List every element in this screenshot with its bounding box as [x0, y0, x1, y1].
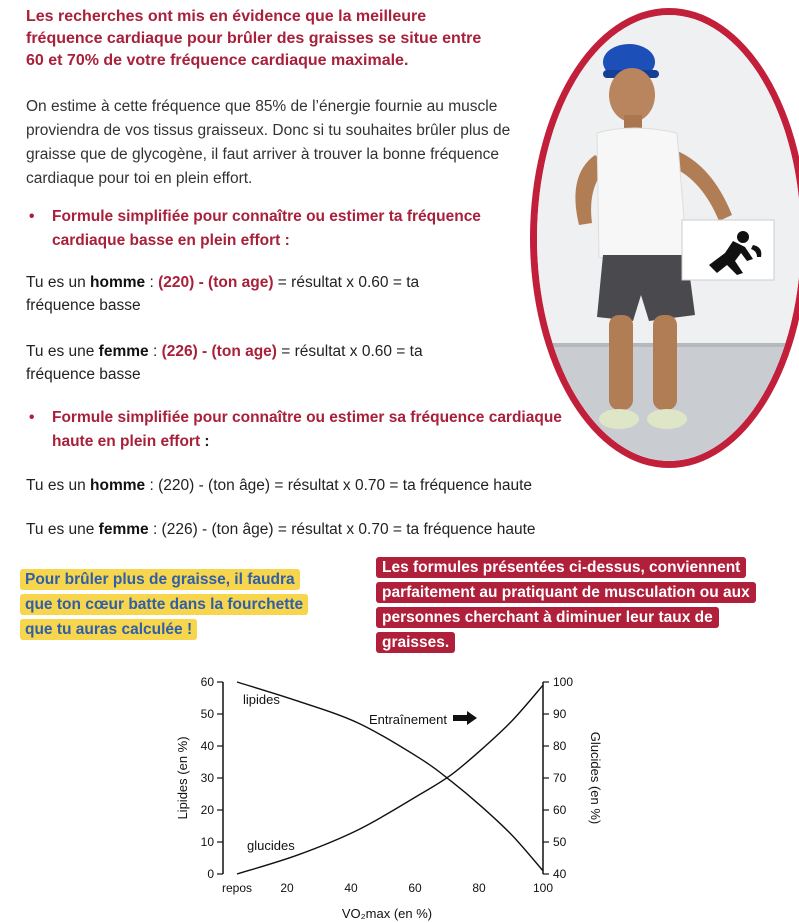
- low-male-suffix: = résultat x 0.60 = ta fréquence basse: [26, 274, 420, 314]
- bullet-low-frequency: [29, 205, 489, 253]
- chart-tick-label-x: 40: [344, 881, 358, 895]
- high-female-prefix: Tu es une: [26, 521, 99, 538]
- bullet-dot-icon: •: [29, 208, 35, 225]
- chart-annotation-text: Entraînement: [368, 712, 447, 727]
- low-formula-female: [26, 340, 456, 386]
- coach-photo: [530, 8, 799, 468]
- chart-tick-label-right: 70: [553, 771, 567, 785]
- chart-tick-label-right: 60: [553, 803, 567, 817]
- low-female-prefix: Tu es une: [26, 343, 99, 360]
- chart-tick-label-left: 50: [200, 707, 214, 721]
- chart-series-label-glucides: glucides: [247, 838, 295, 853]
- high-formula-female: [26, 518, 646, 541]
- low-formula-male: [26, 271, 456, 317]
- chart-tick-label-x: repos: [221, 881, 253, 895]
- intro-paragraph: On estime à cette fréquence que 85% de l’énergie fournie au muscle proviendra de vos tissus graisseux. Donc si tu souhaites brûler plus de graisse que de glycogène, il faut arriver à trouver la bonne fréquence cardiaque pour toi en plein effort.: [26, 98, 511, 187]
- chart-tick-label-left: 40: [200, 739, 214, 753]
- low-male-sep: :: [145, 274, 159, 291]
- chart-tick-label-x: 80: [472, 881, 486, 895]
- chart-tick-label-left: 10: [200, 835, 214, 849]
- chart-tick-label-x: 100: [532, 881, 554, 895]
- bullet-high-frequency-text: Formule simplifiée pour connaître ou estimer sa fréquence cardiaque haute en plein effort: [52, 409, 562, 450]
- chart-tick-label-right: 100: [553, 675, 574, 689]
- callout-red-text: Les formules présentées ci-dessus, conviennent parfaitement au pratiquant de musculation ou aux personnes cherchant à diminuer leur taux de graisses.: [376, 557, 756, 653]
- low-male-prefix: Tu es un: [26, 274, 91, 291]
- high-female-suffix: : (226) - (ton âge) = résultat x 0.70 = ta fréquence haute: [148, 521, 536, 538]
- chart-x-label: VO₂max (en %): [341, 906, 433, 921]
- bullet-high-colon: :: [200, 433, 210, 450]
- callout-red: [376, 555, 786, 655]
- coach-illustration: [537, 15, 799, 461]
- callout-yellow: [20, 567, 320, 642]
- chart-tick-label-left: 60: [200, 675, 214, 689]
- high-male-gender: homme: [90, 477, 146, 494]
- low-female-gender: femme: [98, 343, 149, 360]
- chart-tick-label-left: 0: [207, 867, 214, 881]
- chart-tick-label-x: 20: [280, 881, 294, 895]
- chart-tick-label-right: 90: [553, 707, 567, 721]
- bullet-low-frequency-text: Formule simplifiée pour connaître ou estimer ta fréquence cardiaque basse en plein effort :: [52, 208, 481, 249]
- intro-heading: Les recherches ont mis en évidence que la meilleure fréquence cardiaque pour brûler des graisses se situe entre 60 et 70% de votre fréquence cardiaque maximale.: [26, 8, 482, 69]
- high-male-suffix: : (220) - (ton âge) = résultat x 0.70 = ta fréquence haute: [145, 477, 533, 494]
- chart-series-label-lipides: lipides: [243, 692, 280, 707]
- low-female-suffix: = résultat x 0.60 = ta fréquence basse: [26, 343, 423, 383]
- chart-tick-label-x: 60: [408, 881, 422, 895]
- chart-tick-label-right: 40: [553, 867, 567, 881]
- low-male-gender: homme: [90, 274, 146, 291]
- callout-yellow-text: Pour brûler plus de graisse, il faudra que ton cœur batte dans la fourchette que tu auras calculée !: [20, 569, 308, 640]
- vo2max-chart: [175, 668, 605, 923]
- low-female-formula: (226) - (ton age): [161, 343, 277, 360]
- high-formula-male: [26, 474, 646, 497]
- bullet-dot-icon: •: [29, 409, 35, 426]
- chart-tick-label-left: 30: [200, 771, 214, 785]
- chart-y-label-right: Glucides (en %): [588, 731, 603, 825]
- high-male-prefix: Tu es un: [26, 477, 91, 494]
- chart-y-label-left: Lipides (en %): [175, 736, 190, 820]
- chart-tick-label-left: 20: [200, 803, 214, 817]
- chart-annotation-arrow-icon: [453, 711, 477, 725]
- chart-tick-label-right: 80: [553, 739, 567, 753]
- low-female-sep: :: [148, 343, 162, 360]
- bullet-high-frequency: [29, 406, 589, 454]
- chart-svg: [175, 668, 605, 923]
- chart-tick-label-right: 50: [553, 835, 567, 849]
- low-male-formula: (220) - (ton age): [158, 274, 274, 291]
- high-female-gender: femme: [98, 521, 149, 538]
